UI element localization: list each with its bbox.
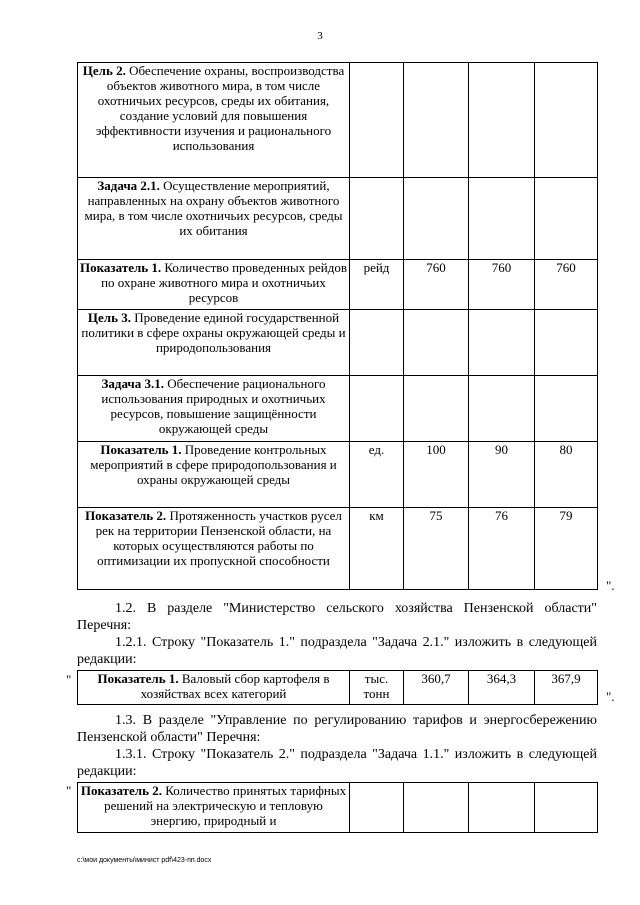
value-cell: 364,3 (469, 671, 535, 705)
value-cell (535, 178, 598, 260)
paragraph-1-3: 1.3. В разделе "Управление по регулированию тарифов и энергосбережению Пензенской области" Перечня: (77, 713, 597, 745)
value-cell: 80 (535, 442, 598, 508)
value-cell: 90 (469, 442, 535, 508)
paragraph-1-3-1: 1.3.1. Строку "Показатель 2." подраздела "Задача 1.1." изложить в следующей редакции: (77, 747, 597, 779)
value-cell: 79 (535, 508, 598, 590)
closing-quote: ". (606, 689, 615, 704)
row-description: Показатель 2. Количество принятых тарифных решений на электрическую и тепловую энергию, природный и (78, 783, 350, 833)
unit-cell: рейд (350, 260, 404, 310)
value-cell (535, 63, 598, 178)
closing-quote: ". (606, 578, 615, 593)
row-description: Задача 3.1. Обеспечение рационального использования природных и охотничьих ресурсов, повышение защищённости окружающей среды (78, 376, 350, 442)
table-row (78, 442, 598, 508)
value-cell (469, 783, 535, 833)
table-row (78, 376, 598, 442)
row-description: Показатель 1. Валовый сбор картофеля в хозяйствах всех категорий (78, 671, 350, 705)
unit-cell (350, 178, 404, 260)
value-cell (469, 376, 535, 442)
value-cell (404, 63, 469, 178)
value-cell: 100 (404, 442, 469, 508)
value-cell: 360,7 (404, 671, 469, 705)
unit-cell: км (350, 508, 404, 590)
table-row (78, 310, 598, 376)
row-description: Показатель 2. Протяженность участков русел рек на территории Пензенской области, на которых осуществляются работы по оптимизации их пропускной способности (78, 508, 350, 590)
paragraph-1-2-1: 1.2.1. Строку "Показатель 1." подраздела "Задача 2.1." изложить в следующей редакции: (77, 635, 597, 667)
value-cell (535, 376, 598, 442)
page-number: 3 (317, 30, 323, 42)
unit-cell: тыс. тонн (350, 671, 404, 705)
value-cell: 760 (404, 260, 469, 310)
value-cell: 367,9 (535, 671, 598, 705)
value-cell (404, 310, 469, 376)
indicators-table-3 (77, 782, 598, 833)
value-cell: 76 (469, 508, 535, 590)
row-description: Цель 2. Обеспечение охраны, воспроизводства объектов животного мира, в том числе охотничьих ресурсов, среды их обитания, создание условий для повышения эффективности изучения и рационального использования (78, 63, 350, 178)
value-cell (535, 310, 598, 376)
value-cell (404, 376, 469, 442)
value-cell (469, 310, 535, 376)
table-row (78, 178, 598, 260)
row-description: Показатель 1. Количество проведенных рейдов по охране животного мира и охотничьих ресурсов (78, 260, 350, 310)
table-row (78, 260, 598, 310)
table-row (78, 63, 598, 178)
opening-quote: " (66, 783, 72, 798)
unit-cell (350, 783, 404, 833)
row-description: Цель 3. Проведение единой государственной политики в сфере охраны окружающей среды и природопользования (78, 310, 350, 376)
table-row (78, 783, 598, 833)
unit-cell (350, 310, 404, 376)
value-cell: 75 (404, 508, 469, 590)
row-description: Задача 2.1. Осуществление мероприятий, направленных на охрану объектов животного мира, в том числе охотничьих ресурсов, среды их обитания (78, 178, 350, 260)
row-description: Показатель 1. Проведение контрольных мероприятий в сфере природопользования и охраны окружающей среды (78, 442, 350, 508)
value-cell (469, 63, 535, 178)
value-cell (404, 178, 469, 260)
file-path-footer: c:\мои документы\минист pdf\423-пп.docx (77, 857, 212, 864)
value-cell (469, 178, 535, 260)
table-row (78, 508, 598, 590)
unit-cell (350, 376, 404, 442)
indicators-table-1 (77, 62, 598, 590)
indicators-table-2 (77, 670, 598, 705)
value-cell: 760 (535, 260, 598, 310)
value-cell (404, 783, 469, 833)
unit-cell (350, 63, 404, 178)
unit-cell: ед. (350, 442, 404, 508)
table-row (78, 671, 598, 705)
value-cell (535, 783, 598, 833)
value-cell: 760 (469, 260, 535, 310)
opening-quote: " (66, 672, 72, 687)
paragraph-1-2: 1.2. В разделе "Министерство сельского хозяйства Пензенской области" Перечня: (77, 601, 597, 633)
